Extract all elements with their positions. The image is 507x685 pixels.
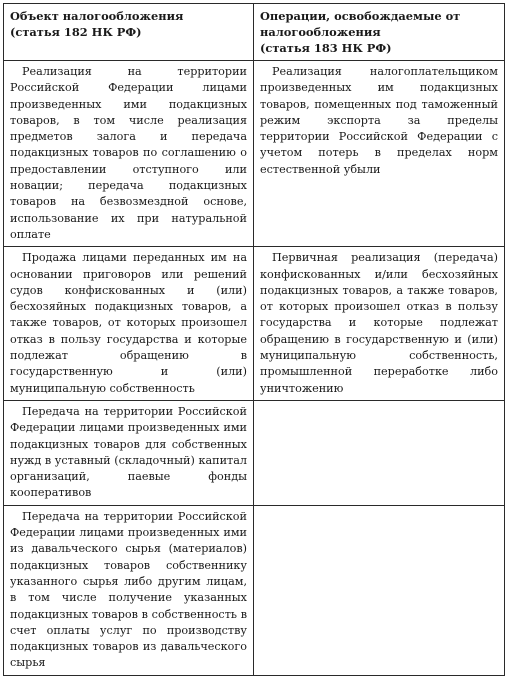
cell-text: Реализация налогоплательщиком произведенных им подакцизных товаров, помещенных под таможенный режим экспорта за пределы территории Российской Федерации с учетом потерь в пределах норм естественной убыли: [260, 65, 498, 176]
cell-text: Передача на территории Российской Федерации лицами произведенных ими из давальческого сырья (материалов) подакцизных товаров собственнику указанного сырья либо другим лицам, в том числе получение указанных подакцизных товаров в собственность в счет оплаты услуг по производству подакцизных товаров из давальческого сырья: [10, 509, 247, 670]
cell-exempt-operation: [254, 247, 505, 401]
header-taxable-object-title: Объект налогообложения: [10, 9, 184, 23]
cell-text: Реализация на территории Российской Федерации лицами произведенных ими подакцизных товаров, в том числе реализация предметов залога и передача подакцизных товаров по соглашению о предоставлении отступного или новации; передача подакцизных товаров на безвозмездной основе, использование их при натуральной оплате: [10, 65, 247, 241]
cell-text: Продажа лицами переданных им на основании приговоров или решений судов конфискованных и (или) бесхозяйных подакцизных товаров, а также товаров, от которых произошел отказ в пользу государства и которые подлежат обращению в государственную и (или) муниципальную собственность: [10, 251, 247, 395]
header-exempt-operations-title: Операции, освобождаемые от налогообложения: [260, 9, 461, 39]
cell-taxable-object: [4, 505, 254, 675]
cell-taxable-object: [4, 400, 254, 505]
header-row: [4, 4, 505, 61]
header-taxable-object: [4, 4, 254, 61]
table-header: [4, 4, 505, 61]
header-exempt-operations: [254, 4, 505, 61]
cell-text: Передача на территории Российской Федерации лицами произведенных ими подакцизных товаров для собственных нужд в уставный (складочный) капитал организаций, паевые фонды кооперативов: [10, 404, 247, 500]
cell-taxable-object: [4, 247, 254, 401]
table-body: [4, 61, 505, 676]
cell-exempt-operation: [254, 61, 505, 247]
cell-text: Первичная реализация (передача) конфискованных и/или бесхозяйных подакцизных товаров, а также товаров, от которых произошел отказ в пользу государства и которые подлежат обращению в государственную и (или) муниципальную собственность, промышленной переработке либо уничтожению: [260, 251, 498, 395]
header-exempt-operations-article: (статья 183 НК РФ): [260, 41, 392, 55]
cell-taxable-object: [4, 61, 254, 247]
cell-exempt-operation: [254, 505, 505, 675]
table-row: [4, 505, 505, 675]
table-row: [4, 61, 505, 247]
table-row: [4, 400, 505, 505]
header-taxable-object-article: (статья 182 НК РФ): [10, 25, 142, 39]
table-row: [4, 247, 505, 401]
tax-table: [3, 3, 505, 676]
cell-exempt-operation: [254, 400, 505, 505]
